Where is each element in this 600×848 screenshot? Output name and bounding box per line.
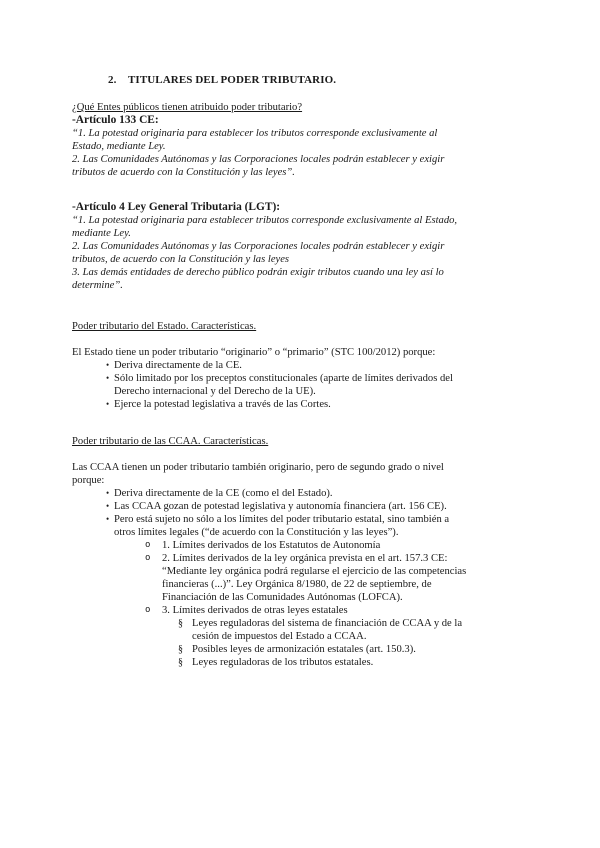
section-number: 2. — [108, 74, 117, 86]
list-item: o 3. Límites derivados de otras leyes estatales § Leyes reguladoras del sistema de financiación de CCAA y de la cesión de impuestos del Estado a CCAA. § Posibles leyes de armonización estatales (art. 150.3). § Leyes reguladoras de los tributos estatales. — [72, 604, 542, 669]
estado-section — [72, 320, 542, 411]
section-heading — [108, 74, 336, 87]
ccaa-section — [72, 435, 542, 669]
estado-intro: El Estado tiene un poder tributario “originario” o “primario” (STC 100/2012) porque: — [72, 347, 436, 358]
article-133-block — [72, 101, 542, 179]
ccaa-limits-list — [72, 539, 542, 669]
ccaa-heading: Poder tributario de las CCAA. Características. — [72, 436, 269, 447]
list-item: o 2. Límites derivados de la ley orgánica prevista en el art. 157.3 CE: “Mediante ley orgánica podrá regularse el ejercicio de las competencias financieras (...)”. Ley Orgánica 8/1980, de 22 de septiembre, de Financiación de las Comunidades Autónomas (LOFCA). — [72, 552, 542, 604]
article-4-line: “1. La potestad originaria para establecer tributos corresponde exclusivamente al Estado, — [72, 215, 458, 226]
list-item: • Pero está sujeto no sólo a los límites del poder tributario estatal, sino también a otros límites legales (“de acuerdo con la Constitución y las leyes”). — [72, 513, 542, 539]
article-133-title: -Artículo 133 CE: — [72, 114, 159, 126]
list-item: § Leyes reguladoras de los tributos estatales. — [72, 656, 542, 669]
list-item: • Deriva directamente de la CE (como el del Estado). — [72, 487, 542, 500]
state-laws-list — [72, 617, 542, 669]
article-133-line: 2. Las Comunidades Autónomas y las Corporaciones locales podrán establecer y exigir — [72, 154, 445, 165]
article-4-line: mediante Ley. — [72, 228, 131, 239]
article-4-line: 2. Las Comunidades Autónomas y las Corporaciones locales podrán establecer y exigir — [72, 241, 445, 252]
estado-heading: Poder tributario del Estado. Características. — [72, 321, 257, 332]
ccaa-intro: Las CCAA tienen un poder tributario también originario, pero de segundo grado o nivel porque: — [72, 462, 444, 486]
section-title: TITULARES DEL PODER TRIBUTARIO. — [128, 74, 337, 86]
estado-bullet-list — [72, 359, 542, 411]
article-4-line: tributos, de acuerdo con la Constitución y las leyes — [72, 254, 290, 265]
intro-question: ¿Qué Entes públicos tienen atribuido poder tributario? — [72, 102, 303, 113]
article-4-block — [72, 201, 542, 292]
list-item: • Deriva directamente de la CE. — [72, 359, 542, 372]
article-133-line: tributos de acuerdo con la Constitución y las leyes”. — [72, 167, 295, 178]
article-4-line: determine”. — [72, 280, 123, 291]
list-item: o 1. Límites derivados de los Estatutos de Autonomía — [72, 539, 542, 552]
list-item: § Leyes reguladoras del sistema de financiación de CCAA y de la cesión de impuestos del Estado a CCAA. — [72, 617, 542, 643]
article-4-line: 3. Las demás entidades de derecho público podrán exigir tributos cuando una ley así lo — [72, 267, 444, 278]
list-item: • Ejerce la potestad legislativa a través de las Cortes. — [72, 398, 542, 411]
article-133-line: Estado, mediante Ley. — [72, 141, 166, 152]
list-item: • Sólo limitado por los preceptos constitucionales (aparte de límites derivados del Derecho internacional y del Derecho de la UE). — [72, 372, 542, 398]
article-4-title: -Artículo 4 Ley General Tributaria (LGT): — [72, 201, 281, 213]
list-item: § Posibles leyes de armonización estatales (art. 150.3). — [72, 643, 542, 656]
article-133-line: “1. La potestad originaria para establecer los tributos corresponde exclusivamente al — [72, 128, 438, 139]
ccaa-bullet-list — [72, 487, 542, 539]
list-item: • Las CCAA gozan de potestad legislativa y autonomía financiera (art. 156 CE). — [72, 500, 542, 513]
